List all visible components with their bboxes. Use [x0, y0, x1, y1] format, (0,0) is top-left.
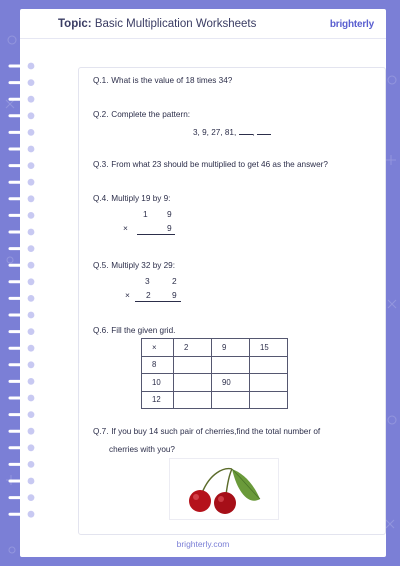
q5-top-digit: 2: [172, 276, 177, 286]
grid-row-label: 8: [142, 356, 174, 374]
grid-row: [142, 356, 288, 374]
q4-top-digit: 1: [143, 209, 148, 219]
question-1: [93, 76, 232, 85]
grid-corner-cell: ×: [142, 339, 174, 357]
answer-blank[interactable]: [239, 129, 253, 135]
multiply-sign: ×: [123, 223, 128, 233]
binding-hole: [28, 345, 35, 352]
question-text: Complete the pattern:: [111, 110, 191, 119]
binding-hole: [28, 229, 35, 236]
question-3: [93, 160, 328, 169]
q4-top-digit: 9: [167, 209, 172, 219]
grid-cell[interactable]: [212, 356, 250, 374]
binding-hole: [28, 245, 35, 252]
binding-hole: [28, 146, 35, 153]
q5-bottom-digit: 9: [172, 290, 177, 300]
pattern-sequence: 3, 9, 27, 81, ,: [193, 128, 271, 137]
spiral-binding: [0, 0, 40, 566]
grid-cell[interactable]: [174, 374, 212, 392]
grid-cell[interactable]: [174, 391, 212, 409]
footer-url: brighterly.com: [176, 539, 230, 549]
question-text: Fill the given grid.: [111, 326, 176, 335]
binding-hole: [28, 494, 35, 501]
binding-hole: [28, 461, 35, 468]
grid-cell[interactable]: [250, 374, 288, 392]
binding-hole: [28, 395, 35, 402]
q5-top-digit: 3: [145, 276, 150, 286]
question-text: If you buy 14 such pair of cherries,find the total number of: [111, 427, 321, 436]
q5-bottom-digit: 2: [146, 290, 151, 300]
question-7-continued: [109, 445, 175, 454]
grid-header-cell: 15: [250, 339, 288, 357]
grid-cell[interactable]: [250, 391, 288, 409]
question-text: cherries with you?: [109, 445, 175, 454]
answer-line: [135, 301, 181, 302]
question-text: Multiply 32 by 29:: [111, 261, 175, 270]
binding-hole: [28, 411, 35, 418]
grid-cell[interactable]: [250, 356, 288, 374]
binding-hole: [28, 129, 35, 136]
grid-cell[interactable]: [212, 391, 250, 409]
question-text: Multiply 19 by 9:: [111, 194, 171, 203]
binding-hole: [28, 361, 35, 368]
worksheet-page: [20, 9, 386, 557]
question-text: What is the value of 18 times 34?: [111, 76, 233, 85]
grid-row-label: 10: [142, 374, 174, 392]
answer-blank[interactable]: [257, 129, 271, 135]
question-number: Q.5.: [93, 261, 109, 270]
q4-bottom-digit: 9: [167, 223, 172, 233]
grid-header-row: [142, 339, 288, 357]
worksheet-header: [20, 9, 386, 39]
question-5: [93, 261, 175, 270]
grid-row: [142, 374, 288, 392]
binding-hole: [28, 179, 35, 186]
binding-hole: [28, 511, 35, 518]
question-7: [93, 427, 320, 436]
cherry-icon: [170, 459, 278, 519]
grid-row: [142, 391, 288, 409]
binding-hole: [28, 378, 35, 385]
binding-hole: [28, 478, 35, 485]
binding-hole: [28, 79, 35, 86]
question-number: Q.7.: [93, 427, 109, 436]
logo-text: brighterly: [329, 18, 374, 30]
brighterly-logo: [330, 17, 374, 31]
topic-title: Basic Multiplication Worksheets: [94, 18, 257, 30]
questions-card: [78, 67, 386, 535]
question-number: Q.1.: [93, 76, 109, 85]
binding-hole: [28, 112, 35, 119]
grid-cell[interactable]: [174, 356, 212, 374]
binding-hole: [28, 195, 35, 202]
question-2: [93, 110, 190, 119]
question-number: Q.4.: [93, 194, 109, 203]
binding-hole: [28, 278, 35, 285]
binding-hole: [28, 262, 35, 269]
question-number: Q.6.: [93, 326, 109, 335]
binding-hole: [28, 428, 35, 435]
question-6: [93, 326, 175, 335]
pattern-values: 3, 9, 27, 81,: [193, 128, 239, 137]
question-4: [93, 194, 170, 203]
question-number: Q.3.: [93, 160, 109, 169]
grid-cell: 90: [212, 374, 250, 392]
grid-row-label: 12: [142, 391, 174, 409]
binding-hole: [28, 328, 35, 335]
page-title: [58, 18, 256, 30]
binding-hole: [28, 444, 35, 451]
binding-hole: [28, 162, 35, 169]
answer-line: [137, 234, 175, 235]
topic-label: Topic:: [58, 18, 92, 30]
cherries-image: [169, 458, 279, 520]
question-text: From what 23 should be multiplied to get 46 as the answer?: [111, 160, 328, 169]
multiplication-grid: [141, 338, 288, 409]
multiply-sign: ×: [125, 290, 130, 300]
grid-header-cell: 2: [174, 339, 212, 357]
binding-hole: [28, 96, 35, 103]
binding-hole: [28, 312, 35, 319]
binding-hole: [28, 212, 35, 219]
binding-hole: [28, 295, 35, 302]
question-number: Q.2.: [93, 110, 109, 119]
grid-header-cell: 9: [212, 339, 250, 357]
binding-hole: [28, 63, 35, 70]
